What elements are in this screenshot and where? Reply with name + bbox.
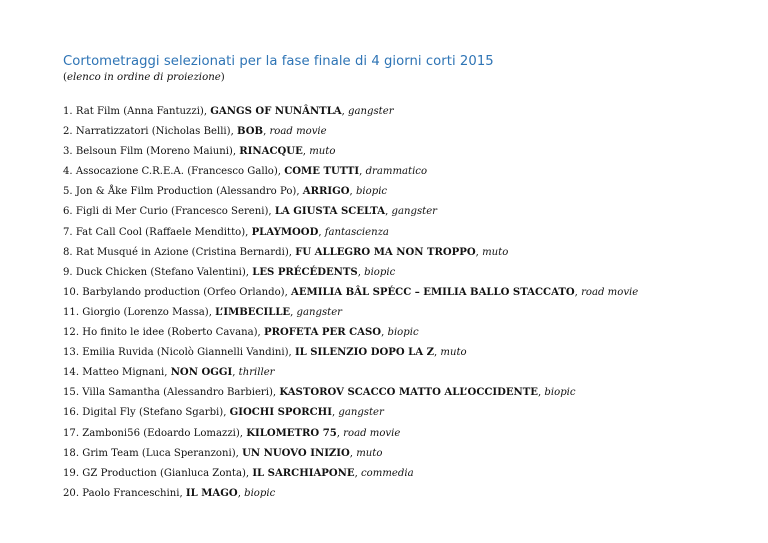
list-item bbox=[63, 444, 753, 464]
entry-separator: , bbox=[354, 467, 362, 479]
entry-producer: Giorgio (Lorenzo Massa), bbox=[82, 306, 216, 318]
entry-producer: Villa Samantha (Alessandro Barbieri), bbox=[82, 387, 280, 399]
entry-number: 11. bbox=[63, 306, 80, 318]
entry-title: FU ALLEGRO MA NON TROPPO bbox=[295, 246, 476, 258]
entry-producer: Rat Musqué in Azione (Cristina Bernardi), bbox=[75, 246, 296, 258]
list-item bbox=[63, 102, 753, 122]
list-item bbox=[63, 263, 753, 283]
entry-title: IL SILENZIO DOPO LA Z bbox=[294, 347, 434, 359]
entry-genre: muto bbox=[309, 146, 336, 158]
entry-separator: , bbox=[433, 347, 441, 359]
entry-genre: muto bbox=[356, 447, 383, 459]
entry-genre: gangster bbox=[296, 306, 343, 318]
entry-genre: biopic bbox=[355, 186, 388, 198]
entry-number: 13. bbox=[63, 347, 80, 359]
entry-number: 12. bbox=[63, 327, 80, 339]
entry-title: PLAYMOOD bbox=[251, 226, 319, 238]
entry-producer: Duck Chicken (Stefano Valentini), bbox=[75, 266, 253, 278]
entry-number: 18. bbox=[63, 447, 80, 459]
entry-producer: Jon & Åke Film Production (Alessandro Po), bbox=[75, 186, 303, 198]
entry-number: 8. bbox=[63, 246, 73, 258]
entry-genre: road movie bbox=[581, 286, 639, 298]
entry-genre: gangster bbox=[348, 106, 394, 117]
entry-producer: Narratizzatori (Nicholas Belli), bbox=[75, 126, 238, 138]
list-item bbox=[63, 303, 753, 323]
entry-genre: biopic bbox=[544, 387, 576, 399]
entry-genre: fantascienza bbox=[324, 226, 389, 238]
entry-number: 16. bbox=[63, 407, 80, 419]
entry-producer: GZ Production (Gianluca Zonta), bbox=[82, 467, 253, 479]
list-item bbox=[63, 182, 753, 202]
entry-separator: , bbox=[538, 387, 545, 399]
entry-title: GIOCHI SPORCHI bbox=[229, 407, 332, 419]
entry-title: IL SARCHIAPONE bbox=[252, 467, 355, 479]
entry-number: 15. bbox=[63, 387, 80, 399]
entry-genre: gangster bbox=[391, 206, 437, 218]
entry-producer: Digital Fly (Stefano Sgarbi), bbox=[82, 407, 230, 419]
entry-producer: Figli di Mer Curio (Francesco Sereni), bbox=[75, 206, 275, 218]
entry-separator: , bbox=[290, 306, 297, 318]
entry-number: 2. bbox=[63, 126, 73, 138]
subtitle-text: elenco in ordine di proiezione bbox=[66, 72, 221, 83]
list-item bbox=[63, 223, 753, 243]
entry-number: 3. bbox=[63, 146, 73, 158]
entry-number: 17. bbox=[63, 427, 80, 439]
entry-producer: Belsoun Film (Moreno Maiuni), bbox=[75, 146, 240, 158]
entry-number: 6. bbox=[63, 206, 73, 218]
entry-title: NON OGGI bbox=[170, 367, 233, 379]
entry-producer: Ho finito le idee (Roberto Cavana), bbox=[82, 327, 264, 339]
document-page bbox=[63, 53, 753, 504]
entry-separator: , bbox=[381, 327, 388, 339]
entry-separator: , bbox=[232, 367, 239, 379]
entry-separator: , bbox=[359, 166, 366, 178]
entry-separator: , bbox=[302, 146, 310, 158]
entry-genre: road movie bbox=[269, 126, 327, 138]
entry-title: LA GIUSTA SCELTA bbox=[274, 206, 386, 218]
entry-title: BOB bbox=[237, 126, 264, 138]
entry-genre: muto bbox=[482, 246, 509, 258]
list-item bbox=[63, 162, 753, 182]
list-item bbox=[63, 464, 753, 484]
entry-title: KASTOROV SCACCO MATTO ALL’OCCIDENTE bbox=[279, 387, 538, 399]
list-item bbox=[63, 383, 753, 403]
entry-number: 20. bbox=[63, 487, 80, 499]
list-item bbox=[63, 363, 753, 383]
list-item bbox=[63, 484, 753, 504]
list-item bbox=[63, 202, 753, 222]
entry-title: RINACQUE bbox=[239, 146, 303, 158]
entry-title: LES PRÉCÉDENTS bbox=[252, 266, 358, 278]
entry-title: L’IMBECILLE bbox=[215, 306, 291, 318]
entry-title: GANGS OF NUNÂNTLA bbox=[210, 106, 342, 117]
entry-number: 10. bbox=[63, 286, 80, 298]
entry-title: IL MAGO bbox=[185, 487, 238, 499]
entry-separator: , bbox=[385, 206, 392, 218]
list-item bbox=[63, 122, 753, 142]
list-item bbox=[63, 243, 753, 263]
entry-separator: , bbox=[349, 186, 356, 198]
entry-number: 1. bbox=[63, 106, 73, 117]
entry-title: UN NUOVO INIZIO bbox=[242, 447, 350, 459]
entry-genre: biopic bbox=[244, 487, 276, 499]
entry-separator: , bbox=[331, 407, 339, 419]
entry-genre: gangster bbox=[338, 407, 384, 419]
entry-separator: , bbox=[336, 427, 344, 439]
entry-separator: , bbox=[341, 106, 349, 117]
entry-separator: , bbox=[357, 266, 365, 278]
entry-title: KILOMETRO 75 bbox=[246, 427, 337, 439]
list-item bbox=[63, 403, 753, 423]
entry-producer: Matteo Mignani, bbox=[82, 367, 171, 379]
entry-producer: Fat Call Cool (Raffaele Menditto), bbox=[75, 226, 252, 238]
entry-producer: Assocazione C.R.E.A. (Francesco Gallo), bbox=[75, 166, 285, 178]
entry-genre: biopic bbox=[364, 266, 396, 278]
entry-number: 9. bbox=[63, 266, 73, 278]
entry-title: AEMILIA BÂL SPÉCC – EMILIA BALLO STACCATO bbox=[291, 286, 575, 298]
entry-genre: commedia bbox=[361, 467, 414, 479]
list-item bbox=[63, 323, 753, 343]
entry-number: 4. bbox=[63, 166, 73, 178]
subtitle-open-paren: ( bbox=[63, 72, 67, 83]
entry-title: COME TUTTI bbox=[284, 166, 360, 178]
document-subtitle bbox=[63, 71, 753, 85]
entry-producer: Barbylando production (Orfeo Orlando), bbox=[82, 286, 292, 298]
entry-separator: , bbox=[475, 246, 483, 258]
entry-separator: , bbox=[318, 226, 325, 238]
entry-genre: thriller bbox=[238, 367, 275, 379]
entry-separator: , bbox=[263, 126, 270, 138]
list-item bbox=[63, 424, 753, 444]
entry-producer: Emilia Ruvida (Nicolò Giannelli Vandini), bbox=[82, 347, 295, 359]
entry-number: 5. bbox=[63, 186, 73, 198]
entry-title: PROFETA PER CASO bbox=[263, 327, 382, 339]
list-item bbox=[63, 142, 753, 162]
entry-number: 7. bbox=[63, 226, 73, 238]
list-item bbox=[63, 343, 753, 363]
subtitle-close-paren: ) bbox=[220, 72, 225, 83]
entry-producer: Rat Film (Anna Fantuzzi), bbox=[75, 106, 211, 117]
document-title: Cortometraggi selezionati per la fase finale di 4 giorni corti 2015 bbox=[63, 54, 494, 69]
entry-separator: , bbox=[237, 487, 245, 499]
entry-separator: , bbox=[349, 447, 357, 459]
entry-genre: muto bbox=[440, 347, 467, 359]
entry-producer: Paolo Franceschini, bbox=[82, 487, 186, 499]
entry-producer: Zamboni56 (Edoardo Lomazzi), bbox=[82, 427, 247, 439]
entry-separator: , bbox=[574, 286, 582, 298]
list-item bbox=[63, 283, 753, 303]
entry-genre: biopic bbox=[387, 327, 419, 339]
entry-number: 14. bbox=[63, 367, 80, 379]
entry-number: 19. bbox=[63, 467, 80, 479]
entry-genre: drammatico bbox=[365, 166, 428, 178]
entry-producer: Grim Team (Luca Speranzoni), bbox=[82, 447, 243, 459]
film-list bbox=[63, 102, 753, 504]
entry-genre: road movie bbox=[343, 427, 401, 439]
entry-title: ARRIGO bbox=[302, 186, 350, 198]
